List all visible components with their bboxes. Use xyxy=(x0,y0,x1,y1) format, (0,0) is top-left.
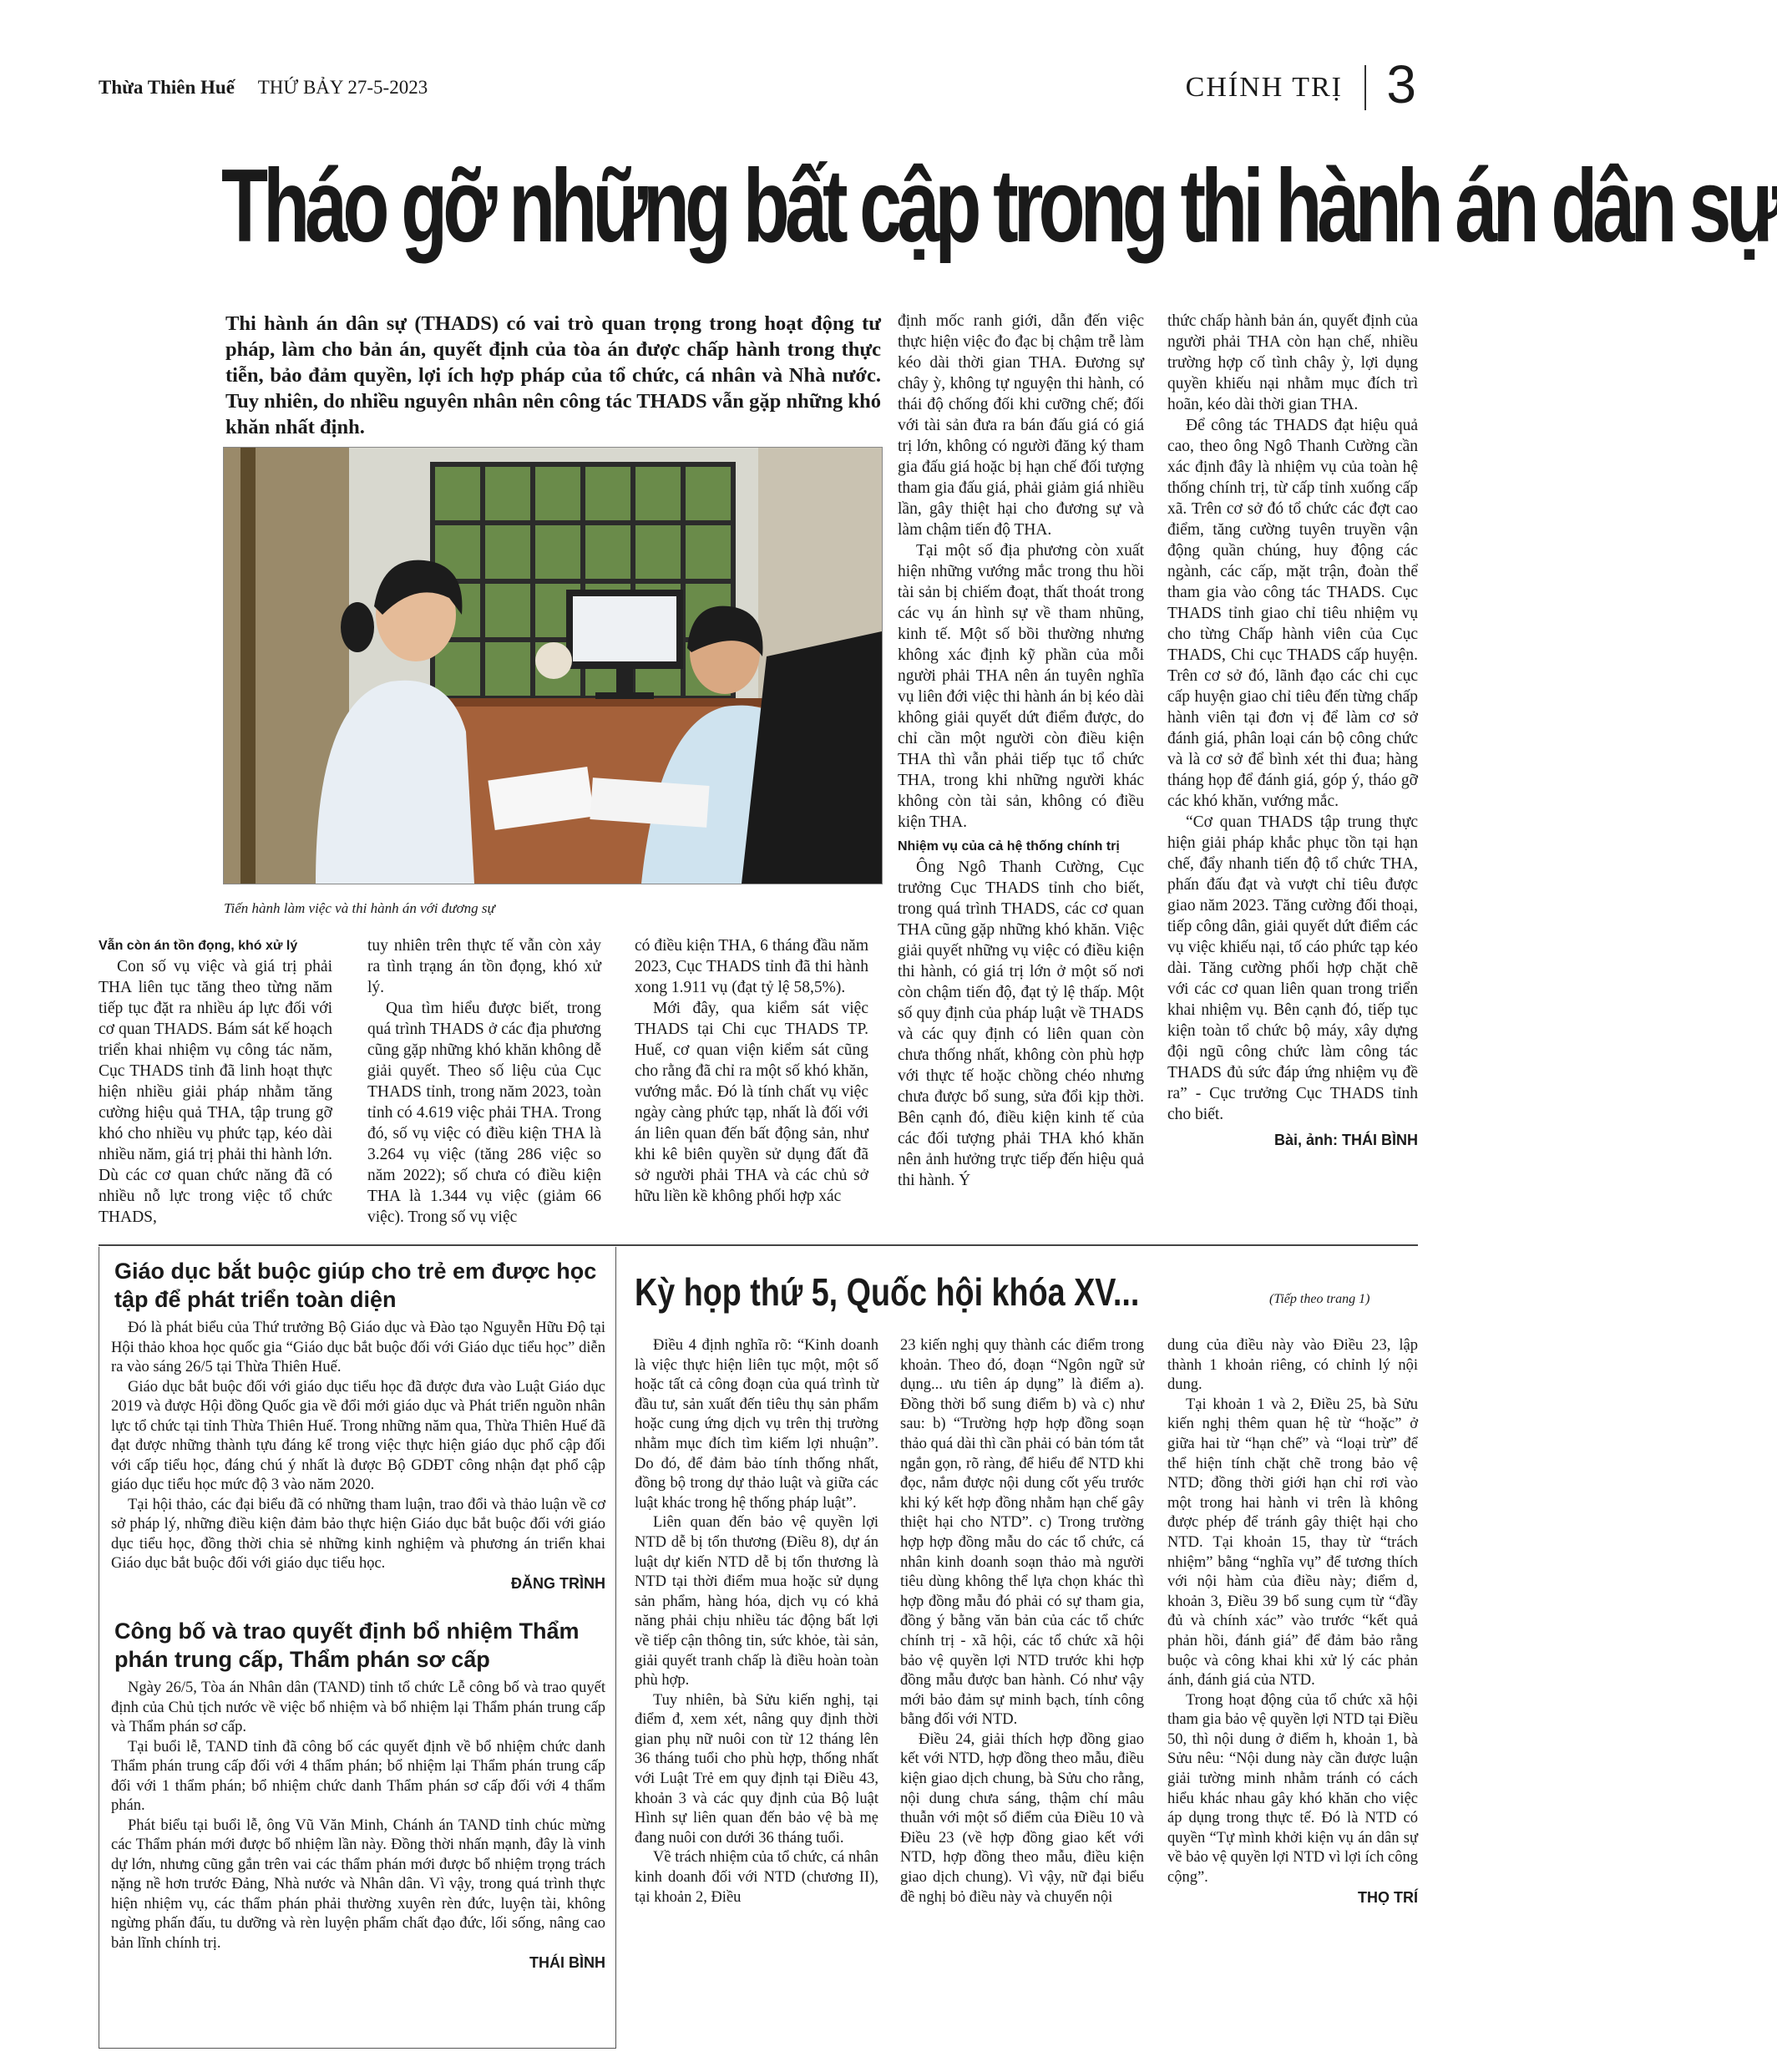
continued-byline: THỌ TRÍ xyxy=(1358,1888,1418,1906)
brief-2-title: Công bố và trao quyết định bổ nhiệm Thẩm phán trung cấp, Thẩm phán sơ cấp xyxy=(114,1619,580,1672)
article-column-2 xyxy=(367,935,601,1228)
section-divider xyxy=(99,1244,1418,1246)
subheading-2: Nhiệm vụ của cả hệ thống chính trị xyxy=(898,839,1120,854)
paragraph: Phát biểu tại buổi lễ, ông Vũ Văn Minh, Chánh án TAND tỉnh chúc mừng các Thẩm phán mới được bổ nhiệm lần này. Đồng thời nhấn mạnh, đây là vinh dự lớn, nhưng cũng gắn trên vai các thẩm phán mới được bổ nhiệm trọng trách nặng nề hơn trước Đảng, Nhà nước và Nhân dân. Vì vậy, trong quá trình thực hiện nhiệm vụ, các thẩm phán phải thường xuyên rèn đức, luyện tài, không ngừng phấn đấu, tu dưỡng và rèn luyện phẩm chất đạo đức, lối sống, nâng cao bản lĩnh chính trị. xyxy=(111,1816,605,1952)
continued-column-3 xyxy=(1167,1336,1418,1907)
continued-from-note: (Tiếp theo trang 1) xyxy=(1269,1292,1370,1306)
paragraph: Để công tác THADS đạt hiệu quả cao, theo ông Ngô Thanh Cường cần xác định đây là nhiệm vụ của toàn hệ thống chính trị, từ cấp tỉnh xuống cấp xã. Trên cơ sở đó tổ chức các đợt cao điểm, tăng cường tuyên truyền vận động quần chúng, huy động các ngành, các cấp, mặt trận, đoàn thể tham gia vào công tác THADS. Cục THADS tỉnh giao chỉ tiêu nhiệm vụ cho từng Chấp hành viên của Cục THADS, Chi cục THADS cấp huyện. Trên cơ sở đó, lãnh đạo các chi cục cấp huyện giao chỉ tiêu đến từng chấp hành viên tại đơn vị để làm cơ sở đánh giá, phân loại cán bộ công chức và là cơ sở để bình xét thi đua; hàng tháng họp để đánh giá, góp ý, tháo gỡ các khó khăn, vướng mắc. xyxy=(1167,417,1418,810)
section-name: CHÍNH TRỊ xyxy=(1185,72,1343,103)
newspaper-name: Thừa Thiên Huế xyxy=(99,77,235,98)
article-column-3 xyxy=(635,935,868,1207)
page-number: 3 xyxy=(1386,54,1416,114)
page-header-left xyxy=(99,77,428,99)
paragraph: định mốc ranh giới, dẫn đến việc thực hiện việc đo đạc bị chậm trễ làm kéo dài thời gian THA. Đương sự chây ỳ, không tự nguyện thi hành, có thái độ chống đối khi cưỡng chế; đối với tài sản đưa ra bán đấu giá có giá trị lớn, không có người đăng ký tham gia đấu giá hoặc bị hạn chế đối tượng tham gia đấu giá, phải giảm giá nhiều lần, gây thiệt hại cho đương sự và làm chậm tiến độ THA. xyxy=(898,312,1144,539)
article-lead: Thi hành án dân sự (THADS) có vai trò quan trọng trong hoạt động tư pháp, làm cho bản án, quyết định của tòa án được chấp hành trong thực tiễn, bảo đảm quyền, lợi ích hợp pháp của tổ chức, cá nhân và Nhà nước. Tuy nhiên, do nhiều nguyên nhân nên công tác THADS vẫn gặp những khó khăn nhất định. xyxy=(225,312,881,438)
article-column-5 xyxy=(1167,311,1418,1151)
paragraph: Trong hoạt động của tổ chức xã hội tham gia bảo vệ quyền lợi NTD tại Điều 50, thì nội dung ở điểm h, khoản 1, bà Sửu nêu: “Nội dung này cần được luận giải tường minh nhằm tránh có cách hiểu khác nhau gây khó khăn cho việc áp dụng trong thực tế. Đó là NTD có quyền “Tự mình khởi kiện vụ án dân sự về bảo vệ quyền lợi NTD vì lợi ích công cộng”. xyxy=(1167,1691,1418,1887)
article-column-1 xyxy=(99,935,332,1228)
paragraph: dung của điều này vào Điều 23, lập thành 1 khoản riêng, có chỉnh lý nội dung. xyxy=(1167,1337,1418,1394)
page-header-right xyxy=(1169,54,1420,114)
paragraph: Điều 24, giải thích hợp đồng giao kết với NTD, hợp đồng theo mẫu, điều kiện giao dịch chung, bà Sửu cho rằng, nội dung chưa sáng, thậm chí mâu thuẫn với một số điểm của Điều 10 và Điều 23 (về hợp đồng giao kết với NTD, hợp đồng theo mẫu, điều kiện giao dịch chung). Vì vậy, nữ đại biểu đề nghị bỏ điều này và chuyển nội xyxy=(900,1730,1144,1906)
paragraph: Điều 4 định nghĩa rõ: “Kinh doanh là việc thực hiện liên tục một, một số hoặc tất cả công đoạn của quá trình từ đầu tư, sản xuất đến tiêu thụ sản phẩm hoặc cung ứng dịch vụ trên thị trường nhằm mục đích tìm kiếm lợi nhuận”. Do đó, để đảm bảo tính thống nhất, đồng bộ trong dự thảo luật và giữa các luật khác trong hệ thống pháp luật”. xyxy=(635,1337,878,1512)
subheading-1: Vẫn còn án tồn đọng, khó xử lý xyxy=(99,939,298,953)
paragraph: Ngày 26/5, Tòa án Nhân dân (TAND) tỉnh tổ chức Lễ công bố và trao quyết định của Chủ tịch nước về việc bổ nhiệm và bổ nhiệm lại Thẩm phán trung cấp và Thẩm phán sơ cấp. xyxy=(111,1679,605,1735)
brief-1-title: Giáo dục bắt buộc giúp cho trẻ em được học tập để phát triển toàn diện xyxy=(114,1259,597,1312)
paragraph: thức chấp hành bản án, quyết định của người phải THA còn hạn chế, nhiều trường hợp cố tình chây ỳ, lợi dụng quyền khiếu nại nhằm mục đích trì hoãn, kéo dài thời gian THA. xyxy=(1167,312,1418,413)
paragraph: có điều kiện THA, 6 tháng đầu năm 2023, Cục THADS tỉnh đã thi hành xong 1.911 vụ (đạt tỷ lệ 58,5%). xyxy=(635,937,868,996)
paragraph: Tại một số địa phương còn xuất hiện những vướng mắc trong thu hồi tài sản bị chiếm đoạt, thất thoát trong các vụ án hình sự về tham nhũng, kinh tế. Một số bồi thường nhưng không xác định kỹ phần của mỗi người phải THA nên án tuyên nghĩa vụ liên đới việc thi hành án bị kéo dài không giải quyết dứt điểm được, do chỉ cần một người còn điều kiện THA thì vẫn phải tiếp tục tổ chức THA, trong khi những người khác không còn tài sản, không có điều kiện THA. xyxy=(898,542,1144,831)
paragraph: Tại hội thảo, các đại biểu đã có những tham luận, trao đổi và thảo luận về cơ sở pháp lý, những điều kiện đảm bảo thực hiện Giáo dục bắt buộc đối với giáo dục tiểu học, đồng thời chia sẻ những kinh nghiệm và phương án triển khai Giáo dục bắt buộc đối với giáo dục tiểu học. xyxy=(111,1496,605,1572)
issue-date: THỨ BẢY 27-5-2023 xyxy=(257,77,428,98)
office-scene-illustration xyxy=(224,448,882,884)
paragraph: Về trách nhiệm của tổ chức, cá nhân kinh doanh đối với NTD (chương II), tại khoản 2, Điều xyxy=(635,1849,878,1906)
paragraph: tuy nhiên trên thực tế vẫn còn xảy ra tình trạng án tồn đọng, khó xử lý. xyxy=(367,937,601,996)
continued-column-2 xyxy=(900,1336,1144,1907)
article-column-4 xyxy=(898,311,1144,1191)
paragraph: Giáo dục bắt buộc đối với giáo dục tiểu học đã được đưa vào Luật Giáo dục 2019 và được Hội đồng Quốc gia về đổi mới giáo dục và Phát triển nguồn nhân lực tổ chức tại tỉnh Thừa Thiên Huế. Trong những năm qua, Thừa Thiên Huế đã đạt được những thành tựu đáng kể trong việc thực hiện giáo dục phổ cập đối với cấp tiểu học, đáng chú ý nhất là được Bộ GDĐT công nhận đạt phổ cập giáo dục tiểu học mức độ 3 vào năm 2020. xyxy=(111,1378,605,1493)
news-brief-box xyxy=(99,1247,616,2049)
paragraph: Con số vụ việc và giá trị phải THA liên tục tăng theo từng năm tiếp tục đặt ra nhiều áp lực đối với cơ quan THADS. Bám sát kế hoạch triển khai nhiệm vụ công tác năm, Cục THADS tỉnh đã linh hoạt thực hiện nhiều giải pháp nhằm tăng cường hiệu quả THA, tập trung gỡ khó cho nhiều vụ phức tạp, kéo dài nhiều năm, giá trị phải thi hành lớn. Dù các cơ quan chức năng đã có nhiều nỗ lực trong việc tổ chức THADS, xyxy=(99,958,332,1226)
paragraph: Tuy nhiên, bà Sửu kiến nghị, tại điểm đ, xem xét, nâng quy định thời gian phụ nữ nuôi con từ 12 tháng lên 36 tháng tuổi cho phù hợp, thống nhất với Luật Trẻ em quy định tại Điều 43, khoản 3 và các quy định của Bộ luật Hình sự liên quan đến bảo vệ bà mẹ đang nuôi con dưới 36 tháng tuổi. xyxy=(635,1691,878,1847)
paragraph: Liên quan đến bảo vệ quyền lợi NTD dễ bị tổn thương (Điều 8), dự án luật dự kiến NTD dễ bị tổn thương là NTD tại thời điểm mua hoặc sử dụng sản phẩm, hàng hóa, dịch vụ có khả năng phải chịu nhiều tác động bất lợi về tiếp cận thông tin, sức khỏe, tài sản, giải quyết tranh chấp là điều hoàn toàn phù hợp. xyxy=(635,1514,878,1690)
paragraph: Mới đây, qua kiểm sát việc THADS tại Chi cục THADS TP. Huế, cơ quan viện kiểm sát cũng cho rằng đã chỉ ra một số khó khăn, vướng mắc. Đó là tính chất vụ việc ngày càng phức tạp, nhất là đối với án liên quan đến bất động sản, như khi kê biên quyền sử dụng đất đã sở người phải THA và các chủ sở hữu liền kề không phối hợp xác xyxy=(635,1000,868,1205)
article-byline: Bài, ảnh: THÁI BÌNH xyxy=(1273,1132,1418,1148)
brief-1-byline: ĐĂNG TRÌNH xyxy=(511,1574,605,1592)
brief-1-body xyxy=(111,1319,605,1593)
paragraph: Đó là phát biểu của Thứ trưởng Bộ Giáo dục và Đào tạo Nguyễn Hữu Độ tại Hội thảo khoa học quốc gia “Giáo dục bắt buộc đối với Giáo dục tiểu học” diễn ra vào sáng 26/5 tại Thừa Thiên Huế. xyxy=(111,1320,605,1375)
paragraph: Qua tìm hiểu được biết, trong quá trình THADS ở các địa phương cũng gặp những khó khăn không dễ giải quyết. Theo số liệu của Cục THADS tỉnh, trong năm 2023, toàn tỉnh có 4.619 việc phải THA. Trong đó, số vụ việc có điều kiện THA là 3.264 vụ việc (tăng 286 việc so năm 2022); số chưa có điều kiện THA là 1.344 vụ việc (giảm 66 việc). Trong số vụ việc xyxy=(367,1000,601,1226)
brief-2-body xyxy=(111,1679,605,1973)
article-photo xyxy=(223,447,883,884)
photo-caption: Tiến hành làm việc và thi hành án với đương sự xyxy=(224,900,495,916)
continued-article-title: Kỳ họp thứ 5, Quốc hội khóa XV... xyxy=(635,1270,1140,1314)
paragraph: Tại buổi lễ, TAND tỉnh đã công bố các quyết định về bổ nhiệm chức danh Thẩm phán trung cấp đối với 4 thẩm phán; bổ nhiệm lại Thẩm phán trung cấp đối với 1 thẩm phán; bổ nhiệm chức danh Thẩm phán sơ cấp đối với 4 thẩm phán. xyxy=(111,1738,605,1814)
header-divider xyxy=(1364,65,1366,110)
continued-column-1 xyxy=(635,1336,878,1907)
brief-2-byline: THÁI BÌNH xyxy=(529,1954,605,1971)
paragraph: 23 kiến nghị quy thành các điểm trong khoản. Theo đó, đoạn “Ngôn ngữ sử dụng... ưu tiên áp dụng” là điểm a). Đồng thời bổ sung điểm b) và c) như sau: b) “Trường hợp hợp đồng soạn thảo quá dài thì cần phải có bản tóm tắt ngắn gọn, rõ ràng, để hiểu để NTD khi đọc, nắm được nội dung cốt yếu trước khi ký kết hợp đồng nhằm hạn chế gây thiệt hại cho NTD”. c) Trong trường hợp hợp đồng mẫu do các tổ chức, cá nhân kinh doanh soạn thảo mà người tiêu dùng không thể lựa chọn khác thì hợp đồng mẫu đó phải có sự tham gia, đồng ý bằng văn bản của các tổ chức chính trị - xã hội, các tổ chức xã hội bảo vệ quyền lợi NTD trước khi hợp đồng mẫu được ban hành. Có như vậy mới bảo đảm sự minh bạch, tính công bằng đối với NTD. xyxy=(900,1337,1144,1729)
paragraph: Tại khoản 1 và 2, Điều 25, bà Sửu kiến nghị thêm quan hệ từ “hoặc” ở giữa hai từ “hạn chế” và “loại trừ” để thể hiện tính chặt chẽ trong bảo vệ NTD; đồng thời giới hạn chỉ rơi vào một trong hai hành vi trên là không được phép để tránh gây thiệt hại cho NTD. Tại khoản 15, thay từ “trách nhiệm” bằng “nghĩa vụ” để tương thích với nội hàm của điều này; điểm d, khoản 3, Điều 39 bổ sung cụm từ “đầy đủ và chính xác” vào trước “kết quả phản hồi, đánh giá” để đảm bảo rằng buộc và công khai khi xử lý các phản ánh, đánh giá của NTD. xyxy=(1167,1396,1418,1690)
paragraph: “Cơ quan THADS tập trung thực hiện giải pháp khắc phục tồn tại hạn chế, đẩy nhanh tiến độ tổ chức THA, phấn đấu đạt và vượt chỉ tiêu được giao năm 2023. Tăng cường đối thoại, tiếp công dân, giải quyết dứt điểm các vụ việc khiếu nại, tố cáo phức tạp kéo dài. Tăng cường phối hợp chặt chẽ với các cơ quan liên quan trong triển khai nhiệm vụ. Bên cạnh đó, tiếp tục kiện toàn tổ chức bộ máy, xây dựng đội ngũ công chức làm công tác THADS đủ sức đáp ứng nhiệm vụ đề ra” - Cục trưởng Cục THADS tỉnh cho biết. xyxy=(1167,813,1418,1123)
paragraph: Ông Ngô Thanh Cường, Cục trưởng Cục THADS tỉnh cho biết, trong quá trình THADS, các cơ quan THA cũng gặp những khó khăn. Việc giải quyết những vụ việc có điều kiện thi hành, có giá trị lớn ở một số nơi còn chậm tiến độ, đạt tỷ lệ thấp. Một số quy định của pháp luật về THADS và các quy định có liên quan còn chưa thống nhất, không còn phù hợp với thực tế hoặc chồng chéo nhưng chưa được bổ sung, sửa đổi kịp thời. Bên cạnh đó, điều kiện kinh tế của các đối tượng phải THA khó khăn nên ảnh hưởng trực tiếp đến hiệu quả thi hành. Ý xyxy=(898,859,1144,1189)
article-title: Tháo gỡ những bất cập trong thi hành án dân sự xyxy=(221,149,1777,264)
